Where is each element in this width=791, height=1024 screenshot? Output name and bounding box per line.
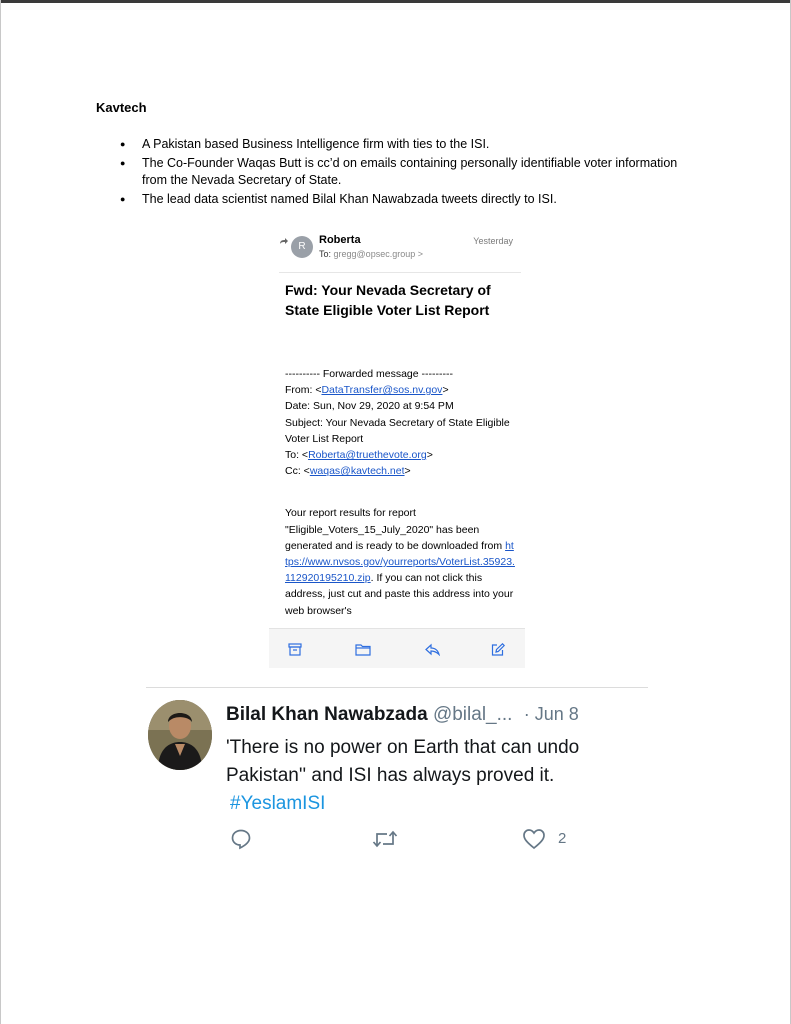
sender-name: Roberta — [319, 234, 361, 246]
to-line-end: > — [426, 449, 433, 462]
page-left-edge — [0, 0, 1, 1024]
tweet-actions — [230, 828, 630, 852]
sender-avatar: R — [291, 236, 313, 258]
cc-label: Cc: < — [285, 465, 310, 478]
bullet-item: ● The lead data scientist named Bilal Khan Nawabzada tweets directly to ISI. — [120, 191, 680, 208]
para-end: . If you can not click this address, just cut and paste this address into your web browser's — [285, 572, 514, 617]
to-line-label: To: < — [285, 449, 309, 462]
section-divider — [146, 687, 648, 688]
date-line: Date: Sun, Nov 29, 2020 at 9:54 PM — [285, 400, 454, 413]
report-link[interactable]: https://www.nvsos.gov/yourreports/VoterList.35923.112920195210.zip — [285, 539, 515, 585]
bullet-list — [120, 136, 680, 210]
bullet-item: ● The Co-Founder Waqas Butt is cc’d on emails containing personally identifiable voter information from the Nevada Secretary of State. — [120, 155, 680, 189]
tweet-author-name[interactable]: Bilal Khan Nawabzada — [226, 704, 428, 725]
tweet-hashtag[interactable]: #YeslamISI — [230, 793, 326, 814]
retweet-icon[interactable] — [372, 828, 398, 855]
email-toolbar — [269, 628, 525, 668]
from-label: From: < — [285, 384, 322, 397]
cc-end: > — [404, 465, 411, 478]
reply-bubble-icon[interactable] — [230, 828, 252, 855]
cc-line — [285, 463, 515, 479]
email-header — [279, 228, 521, 273]
from-link[interactable]: DataTransfer@sos.nv.gov — [321, 384, 443, 397]
like-heart-icon[interactable] — [522, 828, 546, 855]
recipient-line — [319, 249, 423, 259]
to-label: To: — [319, 249, 332, 259]
tweet-text — [226, 734, 646, 818]
email-paragraph — [285, 505, 515, 618]
tweet-handle[interactable]: @bilal_... — [432, 704, 513, 725]
email-date: Yesterday — [473, 236, 513, 246]
forward-arrow-icon — [279, 237, 289, 248]
from-line — [285, 382, 515, 398]
cc-link[interactable]: waqas@kavtech.net — [309, 465, 405, 478]
like-count: 2 — [558, 830, 567, 847]
tweet-avatar[interactable] — [148, 700, 212, 770]
subject-line: Subject: Your Nevada Secretary of State Eligible Voter List Report — [285, 416, 510, 445]
para-start: Your report results for report "Eligible_Voters_15_July_2020" has been generated and is ready to be downloaded from — [285, 507, 506, 552]
tweet-date[interactable]: · Jun 8 — [523, 704, 579, 724]
archive-icon[interactable] — [288, 643, 302, 655]
to-line-link[interactable]: Roberta@truethevote.org — [308, 449, 427, 462]
tweet-card — [146, 690, 648, 865]
forwarded-header: ---------- Forwarded message --------- — [285, 368, 453, 380]
folder-icon[interactable] — [355, 643, 369, 655]
tweet-body: 'There is no power on Earth that can undo Pakistan'' and ISI has always proved it. — [226, 737, 580, 786]
email-body — [285, 366, 515, 619]
to-address: gregg@opsec.group > — [333, 249, 423, 259]
section-heading: Kavtech — [96, 100, 147, 115]
to-line — [285, 447, 515, 463]
page-top-border — [0, 0, 791, 3]
bullet-item: ● A Pakistan based Business Intelligence firm with ties to the ISI. — [120, 136, 680, 153]
reply-icon[interactable] — [424, 643, 438, 655]
email-subject: Fwd: Your Nevada Secretary of State Eligible Voter List Report — [285, 282, 491, 318]
tweet-author — [226, 704, 579, 726]
email-screenshot — [269, 228, 525, 668]
from-end: > — [442, 384, 449, 397]
compose-icon[interactable] — [491, 643, 505, 655]
